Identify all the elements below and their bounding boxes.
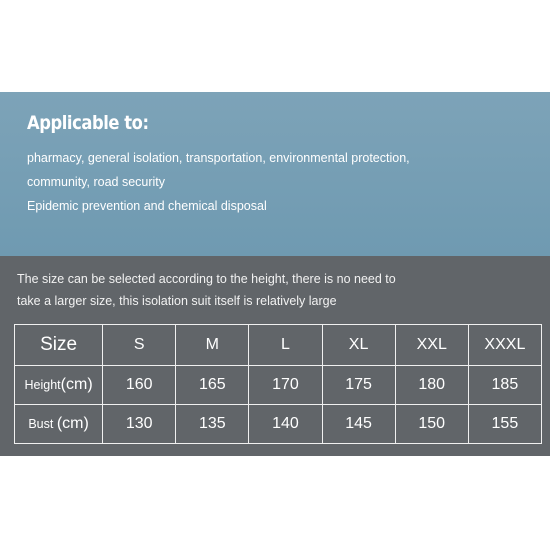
applicable-title: Applicable to: bbox=[27, 112, 149, 134]
size-note-line: take a larger size, this isolation suit itself is relatively large bbox=[17, 294, 337, 308]
table-cell: 165 bbox=[176, 366, 249, 405]
size-header-cell: XXXL bbox=[468, 325, 541, 366]
applicable-line: Epidemic prevention and chemical disposal bbox=[27, 199, 267, 213]
row-label-text: Bust bbox=[28, 417, 54, 431]
table-row bbox=[15, 366, 542, 405]
size-header-cell: XXL bbox=[395, 325, 468, 366]
size-header-row bbox=[15, 325, 542, 366]
table-cell: 185 bbox=[468, 366, 541, 405]
table-cell: 135 bbox=[176, 405, 249, 444]
table-cell: 150 bbox=[395, 405, 468, 444]
height-row-label bbox=[15, 366, 103, 405]
table-row bbox=[15, 405, 542, 444]
table-cell: 145 bbox=[322, 405, 395, 444]
table-cell: 130 bbox=[103, 405, 176, 444]
size-header-cell: M bbox=[176, 325, 249, 366]
applicable-line: community, road security bbox=[27, 175, 166, 189]
table-cell: 155 bbox=[468, 405, 541, 444]
size-table bbox=[14, 324, 542, 444]
table-cell: 140 bbox=[249, 405, 322, 444]
table-cell: 170 bbox=[249, 366, 322, 405]
bust-row-label bbox=[15, 405, 103, 444]
row-label-unit: (cm) bbox=[56, 415, 89, 432]
table-cell: 180 bbox=[395, 366, 468, 405]
row-label-text: Height bbox=[24, 378, 61, 392]
size-header-cell: L bbox=[249, 325, 322, 366]
size-note-line: The size can be selected according to the height, there is no need to bbox=[17, 272, 396, 286]
size-header-label: Size bbox=[15, 325, 103, 366]
table-cell: 175 bbox=[322, 366, 395, 405]
row-label-unit: (cm) bbox=[60, 376, 93, 393]
applicable-line: pharmacy, general isolation, transportation, environmental protection, bbox=[27, 151, 410, 165]
size-header-cell: XL bbox=[322, 325, 395, 366]
size-header-cell: S bbox=[103, 325, 176, 366]
table-cell: 160 bbox=[103, 366, 176, 405]
